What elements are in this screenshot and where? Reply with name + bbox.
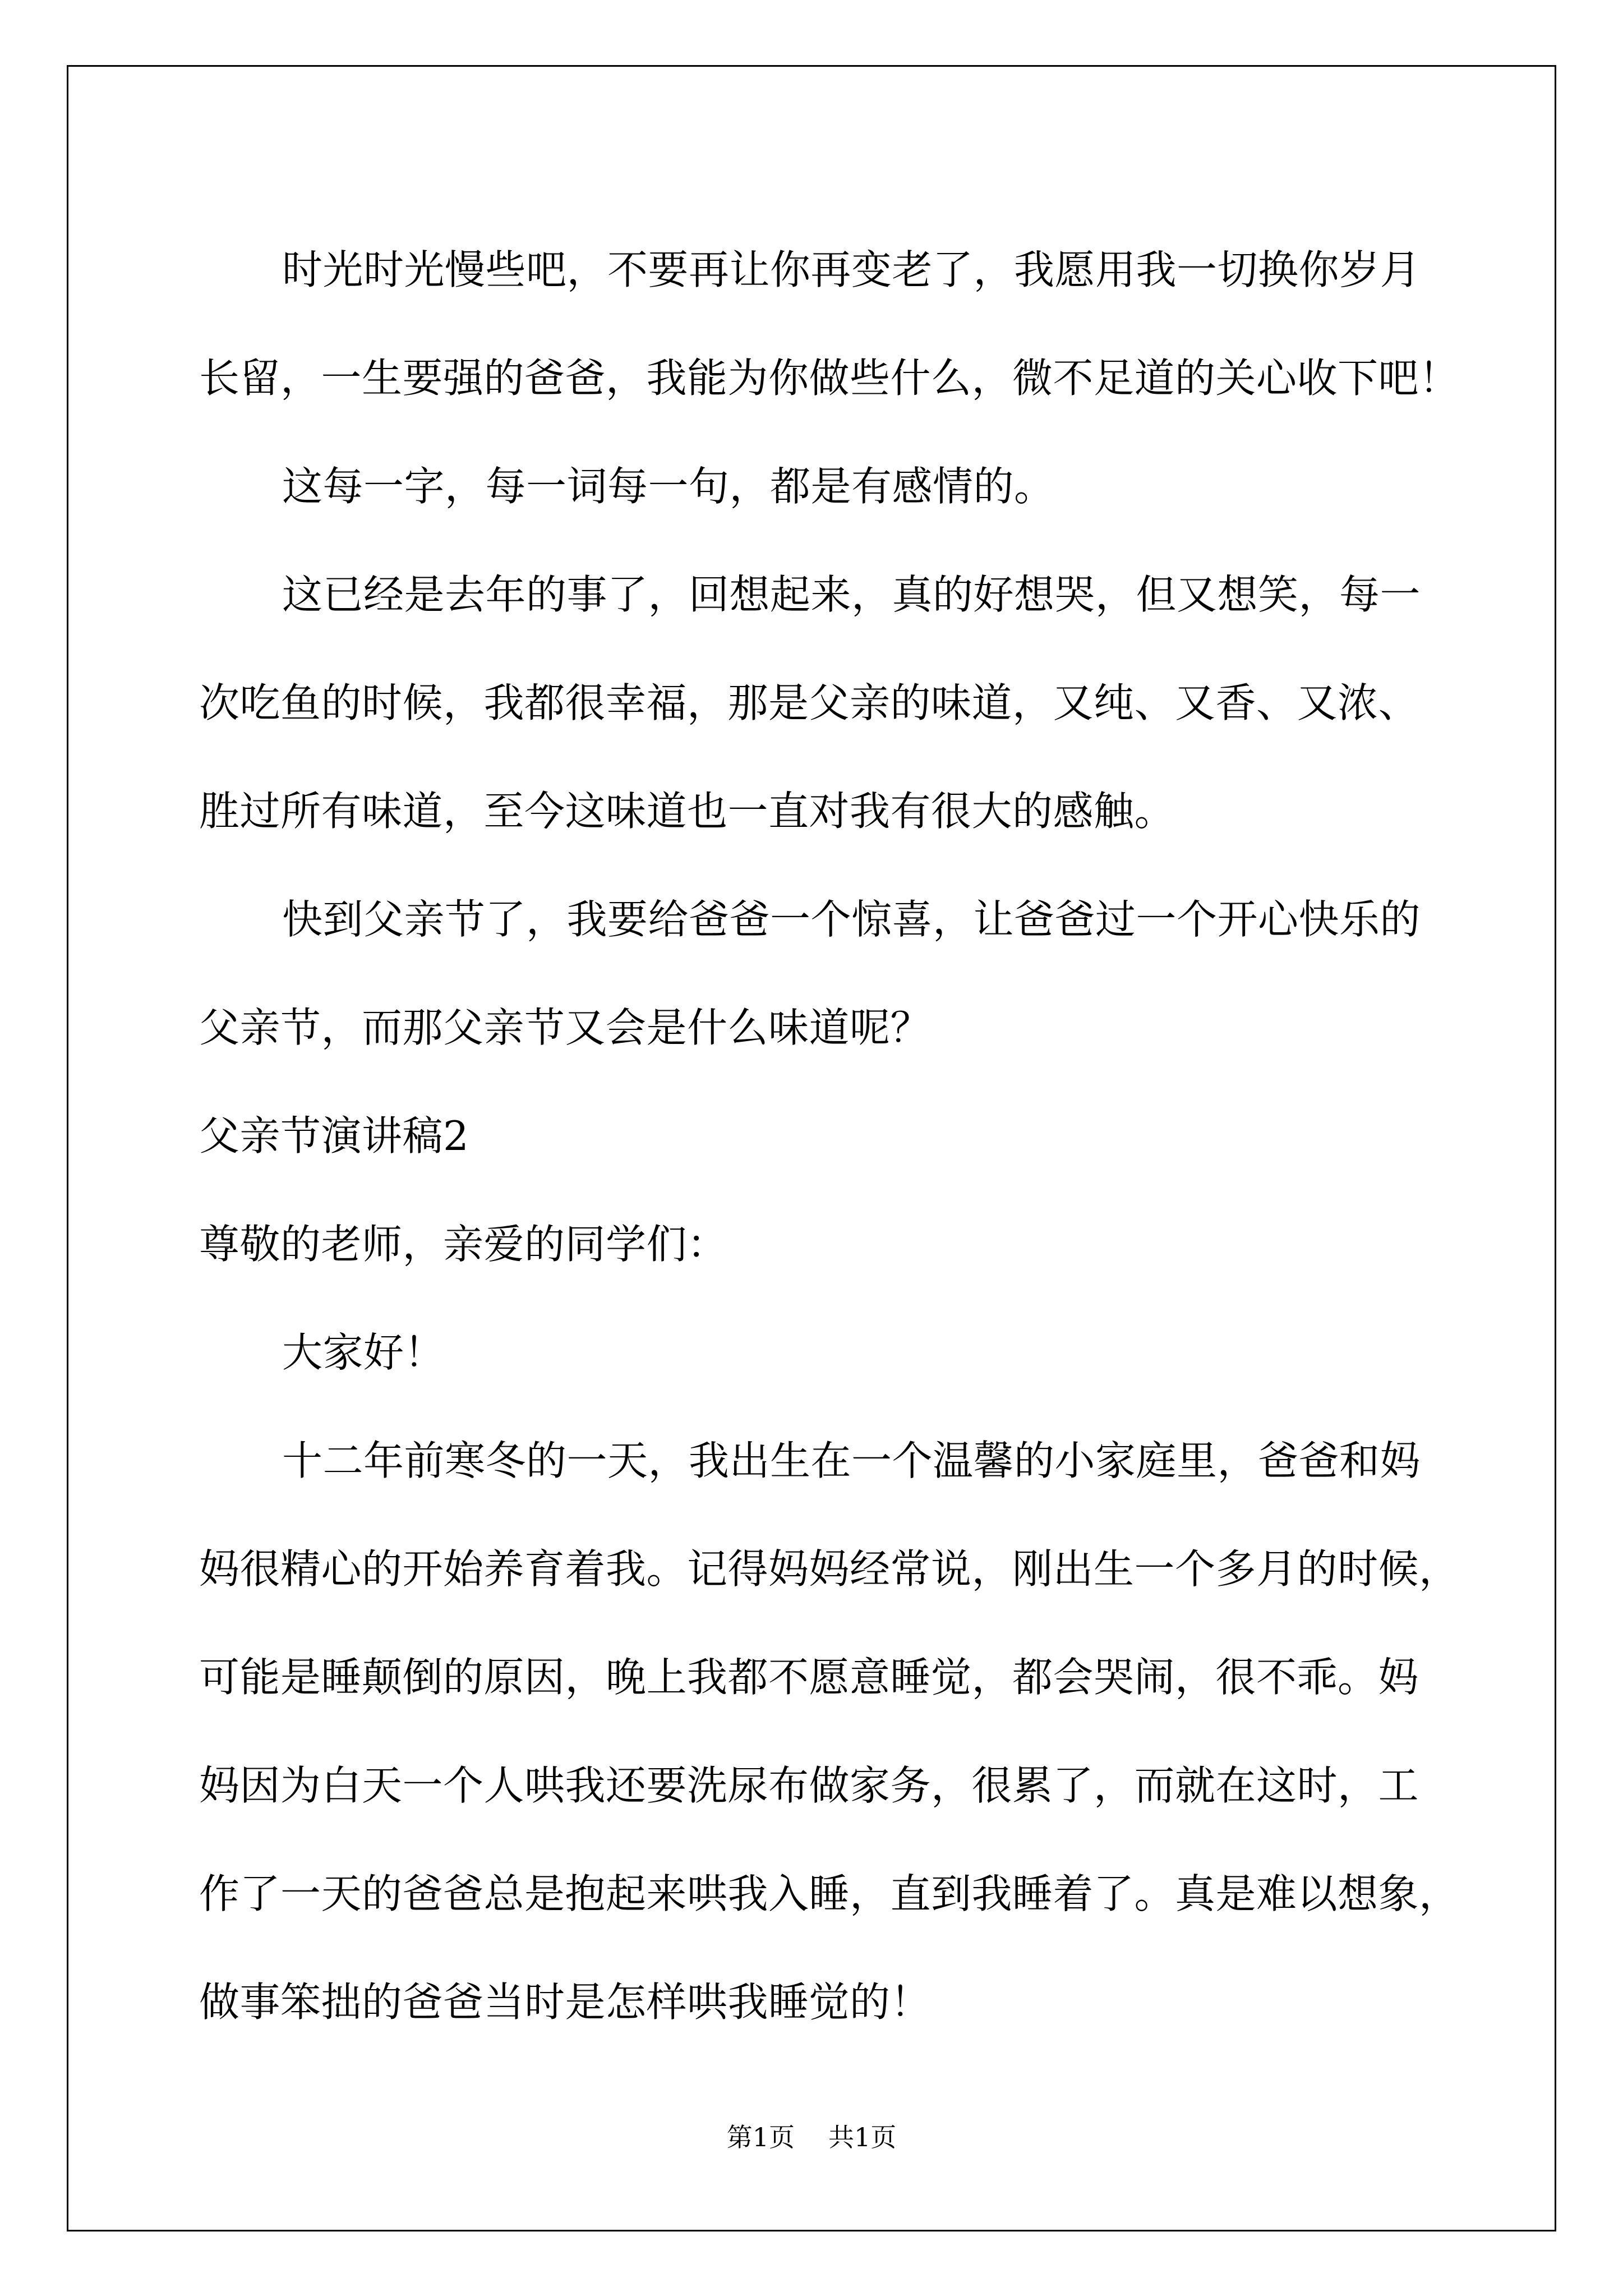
text-line: 可能是睡颠倒的原因，晚上我都不愿意睡觉，都会哭闹，很不乖。妈 <box>199 1654 1419 1701</box>
paragraph <box>199 1190 1438 1299</box>
text-line: 十二年前寒冬的一天，我出生在一个温馨的小家庭里，爸爸和妈 <box>282 1437 1421 1484</box>
text-line: 快到父亲节了，我要给爸爸一个惊喜，让爸爸过一个开心快乐的 <box>282 896 1421 943</box>
page-footer <box>0 2117 1623 2154</box>
paragraph <box>199 866 1438 1082</box>
text-line: 妈很精心的开始养育着我。记得妈妈经常说，刚出生一个多月的时候， <box>199 1545 1460 1593</box>
text-line: 这已经是去年的事了，回想起来，真的好想哭，但又想笑，每一 <box>282 571 1421 618</box>
paragraph <box>199 1082 1438 1190</box>
text-line: 做事笨拙的爸爸当时是怎样哄我睡觉的！ <box>199 1978 932 2026</box>
text-line: 父亲节，而那父亲节又会是什么味道呢？ <box>199 1004 932 1051</box>
text-line: 时光时光慢些吧，不要再让你再变老了，我愿用我一切换你岁月 <box>282 246 1421 293</box>
page-number-current: 第1页 <box>726 2122 795 2152</box>
paragraph <box>199 1407 1460 2056</box>
text-line: 次吃鱼的时候，我都很幸福，那是父亲的味道，又纯、又香、又浓、 <box>199 679 1419 726</box>
paragraph <box>199 541 1438 866</box>
paragraph <box>199 432 1438 541</box>
text-line: 长留，一生要强的爸爸，我能为你做些什么，微不足道的关心收下吧！ <box>199 355 1460 402</box>
document-body <box>199 216 1460 2056</box>
text-line: 作了一天的爸爸总是抱起来哄我入睡，直到我睡着了。真是难以想象， <box>199 1870 1460 1917</box>
text-line: 妈因为白天一个人哄我还要洗尿布做家务，很累了，而就在这时，工 <box>199 1762 1419 1809</box>
paragraph <box>199 1299 1438 1407</box>
text-line: 这每一字，每一词每一句，都是有感情的。 <box>282 463 1055 510</box>
page-number-total: 共1页 <box>828 2122 897 2152</box>
text-line: 尊敬的老师，亲爱的同学们： <box>199 1221 728 1268</box>
paragraph <box>199 216 1460 432</box>
text-line: 大家好！ <box>282 1329 445 1376</box>
text-line: 父亲节演讲稿2 <box>199 1112 469 1159</box>
text-line: 胜过所有味道，至今这味道也一直对我有很大的感触。 <box>199 788 1175 835</box>
